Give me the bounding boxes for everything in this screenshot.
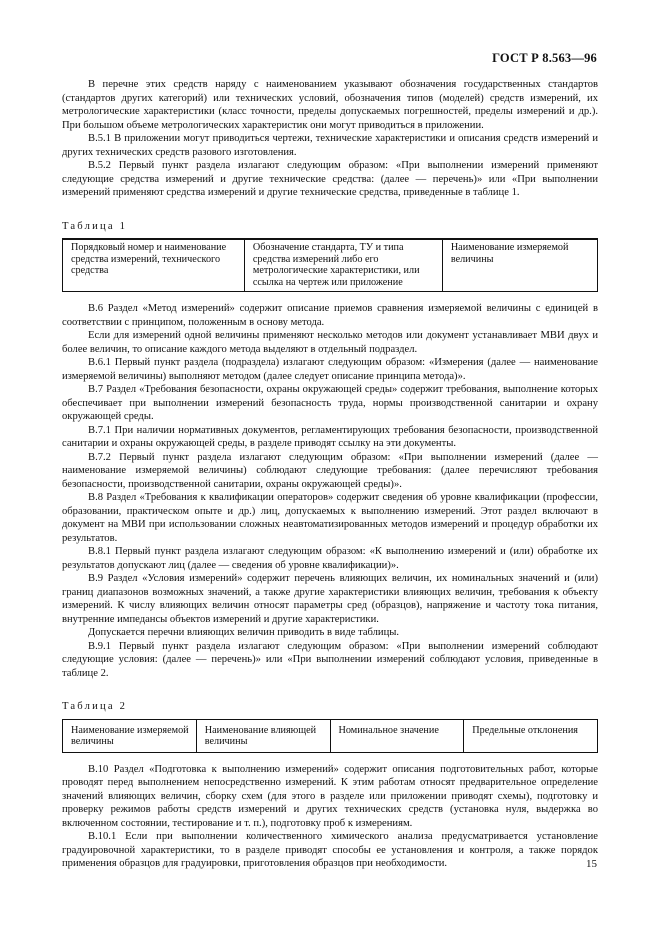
paragraph: В перечне этих средств наряду с наименованием указывают обозначения государственных стандартов (стандартов других категорий) или технических условий, обозначения типов (моделей) средств измерений, их метрологические характеристики (класс точности, пределы допускаемых погрешностей, пределы измерений и др.). При большом объеме метрологических характеристик они могут приводиться в приложении. <box>62 79 598 131</box>
paragraph: В.8 Раздел «Требования к квалификации операторов» содержит сведения об уровне квалификации (профессии, образовании, практическом опыте и др.) лиц, допускаемых к выполнению измерений. Этот раздел включают в документ на МВИ при использовании сложных неавтоматизированных методов измерений и процедур обработки их результатов. <box>62 492 598 544</box>
table-header-cell: Наименование измеряемой величины <box>442 239 597 292</box>
paragraph: В.6 Раздел «Метод измерений» содержит описание приемов сравнения измеряемой величины с единицей в соответствии с принципом, положенным в основу метода. <box>62 303 598 328</box>
table-1-caption: Таблица 1 <box>62 220 128 232</box>
paragraph: В.5.2 Первый пункт раздела излагают следующим образом: «При выполнении измерений применяют следующие средства измерений и другие технические средства: (далее — перечень)» или «При выполнении измерений применяют средства измерений и другие технические средства, приведенные в таблице 1. <box>62 160 598 198</box>
table-header-cell: Наименование влияющей величины <box>196 719 330 752</box>
paragraph: В.10.1 Если при выполнении количественного химического анализа предусматривается установление градуировочной характеристики, то в разделе приводят способы ее установления и контроля, а также порядок применения образцов для градуировки, приготовления образцов при необходимости. <box>62 831 598 869</box>
paragraph: В.8.1 Первый пункт раздела излагают следующим образом: «К выполнению измерений и (или) обработке их результатов допускают лиц (далее — сведения об уровне квалификации)». <box>62 546 598 571</box>
paragraph: В.7.1 При наличии нормативных документов, регламентирующих требования безопасности, производственной санитарии и охраны окружающей среды, в разделе приводят ссылку на эти документы. <box>62 424 598 449</box>
page-number: 15 <box>586 858 597 870</box>
paragraph: В.5.1 В приложении могут приводиться чертежи, технические характеристики и описания средств измерений и других технических средств разового изготовления. <box>62 133 598 158</box>
paragraph: Если для измерений одной величины применяют несколько методов или документ устанавливает МВИ двух и более величин, то описание каждого метода выделяют в отдельный подраздел. <box>62 330 598 355</box>
paragraph: В.9.1 Первый пункт раздела излагают следующим образом: «При выполнении измерений соблюдают следующие условия: (далее — перечень)» или «При выполнении измерений соблюдают условия, приведенные в таблице 2. <box>62 640 598 679</box>
paragraph: В.7.2 Первый пункт раздела излагают следующим образом: «При выполнении измерений (далее — наименование измеряемой величины) соблюдают следующие требования: (далее перечисляют требования безопасности, производственной санитарии, охраны окружающей среды)». <box>62 451 598 490</box>
table-row <box>63 719 598 752</box>
paragraph: В.9 Раздел «Условия измерений» содержит перечень влияющих величин, их номинальных значений и (или) границ диапазонов возможных значений, а также другие характеристики влияющих величин, требования к объекту измерений. К числу влияющих величин относят параметры сред (образцов), напряжение и частоту тока питания, внутренние импедансы объектов измерений и другие характеристики. <box>62 573 598 625</box>
paragraph: В.6.1 Первый пункт раздела (подраздела) излагают следующим образом: «Измерения (далее — наименование измеряемой величины) выполняют методом (далее следует описание принципа метода)». <box>62 357 598 382</box>
page-content <box>62 78 598 871</box>
standard-header: ГОСТ Р 8.563—96 <box>492 51 597 65</box>
paragraph: Допускается перечни влияющих величин приводить в виде таблицы. <box>88 627 400 638</box>
paragraph: В.7 Раздел «Требования безопасности, охраны окружающей среды» содержит требования, выполнение которых обеспечивает при выполнении измерений безопасность труда, нормы производственной санитарии и охрану окружающей среды. <box>62 384 598 422</box>
table-header-cell: Порядковый номер и наименование средства измерений, технического средства <box>63 239 245 292</box>
table-1 <box>62 238 598 292</box>
table-row <box>63 239 598 292</box>
table-header-cell: Обозначение стандарта, ТУ и типа средства измерений либо его метрологические характеристики, или ссылка на чертеж или приложение <box>244 239 442 292</box>
table-header-cell: Предельные отклонения <box>464 719 598 752</box>
table-header-cell: Номинальное значение <box>330 719 464 752</box>
paragraph: В.10 Раздел «Подготовка к выполнению измерений» содержит описания подготовительных работ, которые проводят перед выполнением непосредственно измерений. К этим работам относят предварительное определение значений влияющих величин, сборку схем (для этого в разделе или приложении приводят схемы), подготовку и проверку режимов работы средств измерений и других технических средств (установка нуля, выдержка во включенном состоянии, тестирование и т. п.), подготовку проб к измерениям. <box>62 763 598 829</box>
table-2 <box>62 719 598 753</box>
table-header-cell: Наименование измеряемой величины <box>63 719 197 752</box>
table-2-caption: Таблица 2 <box>62 701 128 712</box>
